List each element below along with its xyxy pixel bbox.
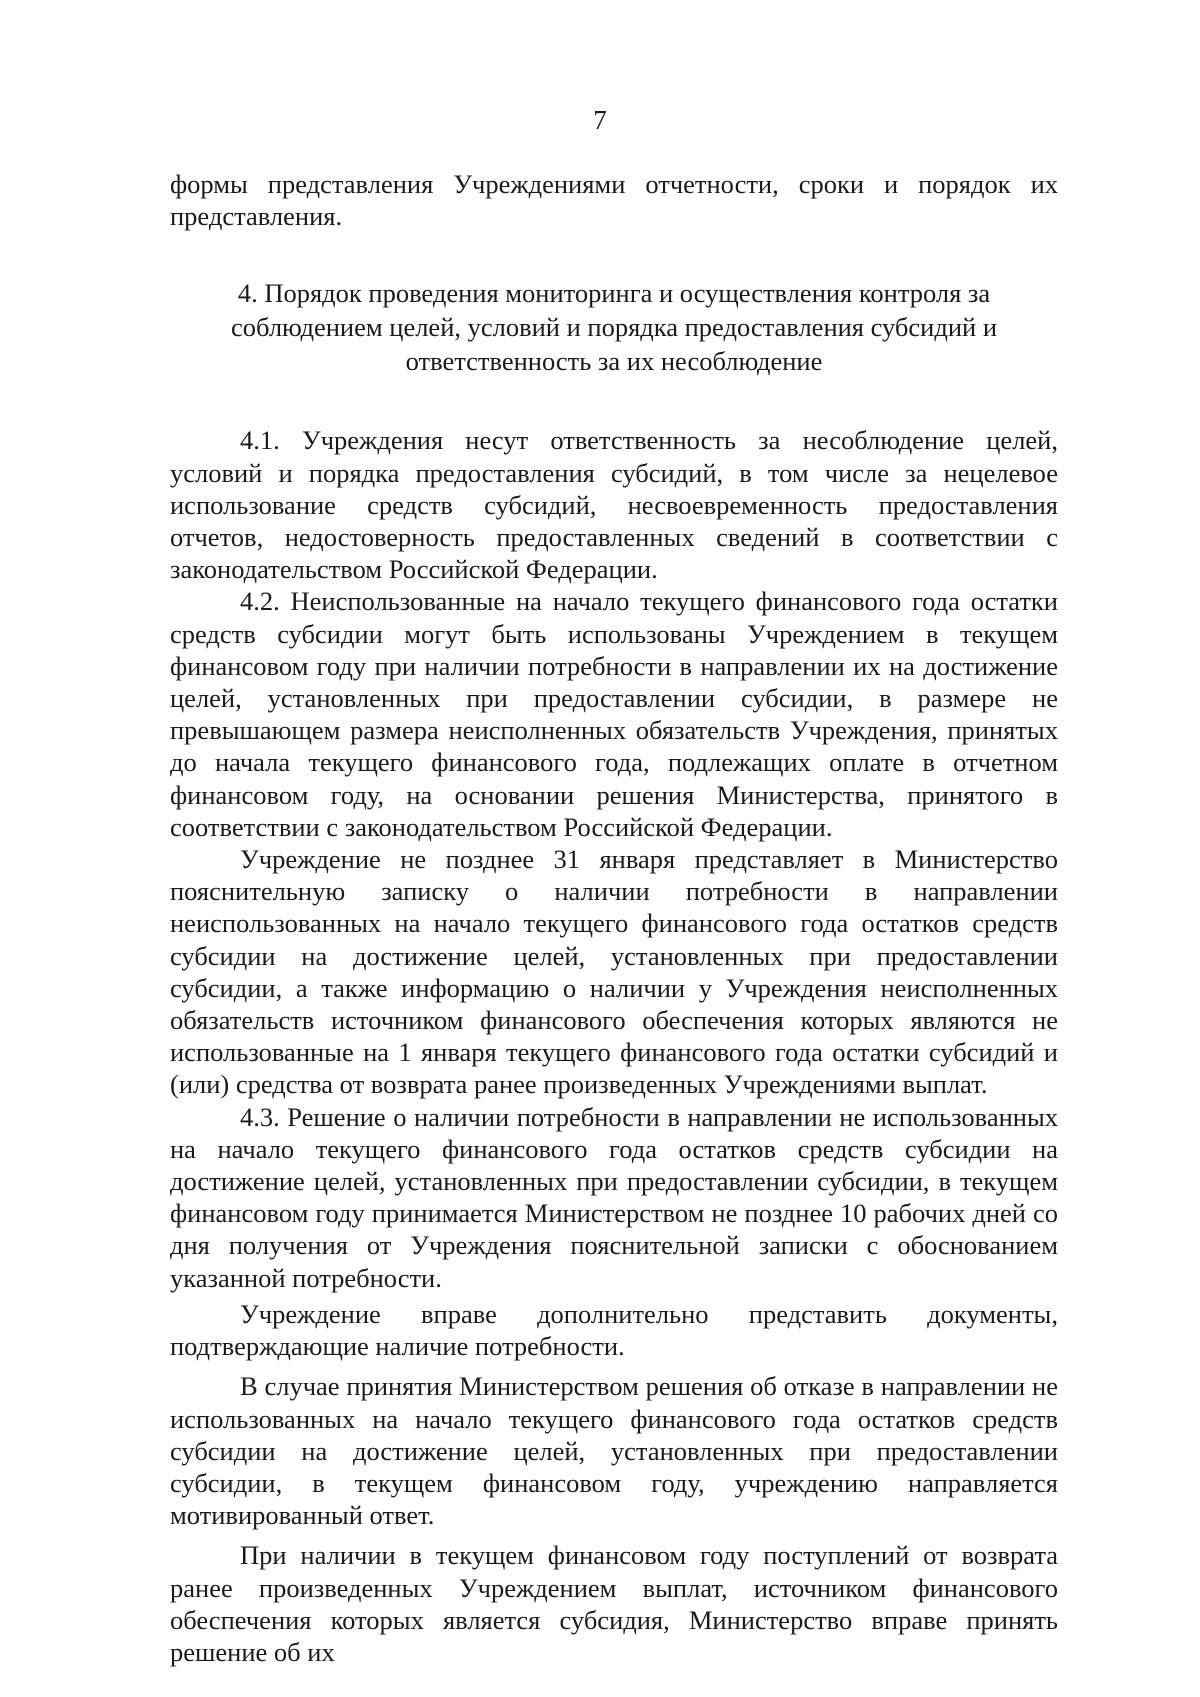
paragraph-refusal: В случае принятия Министерством решения об отказе в направлении не использованных на начало текущего финансового года остатков средств субсидии на достижение целей, установленных при предоставлении субсидии, в текущем финансовом году, учреждению направляется мотивированный ответ.	[170, 1371, 1058, 1531]
paragraph-4-2: 4.2. Неиспользованные на начало текущего финансового года остатки средств субсидии могут быть использованы Учреждением в текущем финансовом году при наличии потребности в направлении их на достижение целей, установленных при предоставлении субсидии, в размере не превышающем размера неисполненных обязательств Учреждения, принятых до начала текущего финансового года, подлежащих оплате в отчетном финансовом году, на основании решения Министерства, принятого в соответствии с законодательством Российской Федерации.	[170, 586, 1058, 842]
page-number: 7	[593, 105, 607, 135]
section-heading: 4. Порядок проведения мониторинга и осуществления контроля за соблюдением целей, условий и порядка предоставления субсидий и ответственность за их несоблюдение	[230, 278, 998, 377]
paragraph-4-3: 4.3. Решение о наличии потребности в направлении не использованных на начало текущего финансового года остатков средств субсидии на достижение целей, установленных при предоставлении субсидии, в текущем финансовом году принимается Министерством не позднее 10 рабочих дней со дня получения от Учреждения пояснительной записки с обоснованием указанной потребности.	[170, 1101, 1058, 1293]
paragraph-refunds: При наличии в текущем финансовом году поступлений от возврата ранее произведенных Учреждением выплат, источником финансового обеспечения которых является субсидия, Министерство вправе принять решение об их	[170, 1540, 1058, 1667]
document-body	[170, 168, 1058, 1668]
paragraph-4-1: 4.1. Учреждения несут ответственность за несоблюдение целей, условий и порядка предоставления субсидий, в том числе за нецелевое использование средств субсидий, несвоевременность предоставления отчетов, недостоверность предоставленных сведений в соответствии с законодательством Российской Федерации.	[170, 425, 1058, 585]
paragraph-explanatory-note: Учреждение не позднее 31 января представляет в Министерство пояснительную записку о наличии потребности в направлении неиспользованных на начало текущего финансового года остатков средств субсидии на достижение целей, установленных при предоставлении субсидии, а также информацию о наличии у Учреждения неисполненных обязательств источником финансового обеспечения которых являются не использованные на 1 января текущего финансового года остатки субсидий и (или) средства от возврата ранее произведенных Учреждениями выплат.	[170, 844, 1058, 1100]
intro-continuation: формы представления Учреждениями отчетности, сроки и порядок их представления.	[170, 169, 1058, 232]
paragraph-additional-documents: Учреждение вправе дополнительно представить документы, подтверждающие наличие потребности.	[170, 1298, 1058, 1362]
